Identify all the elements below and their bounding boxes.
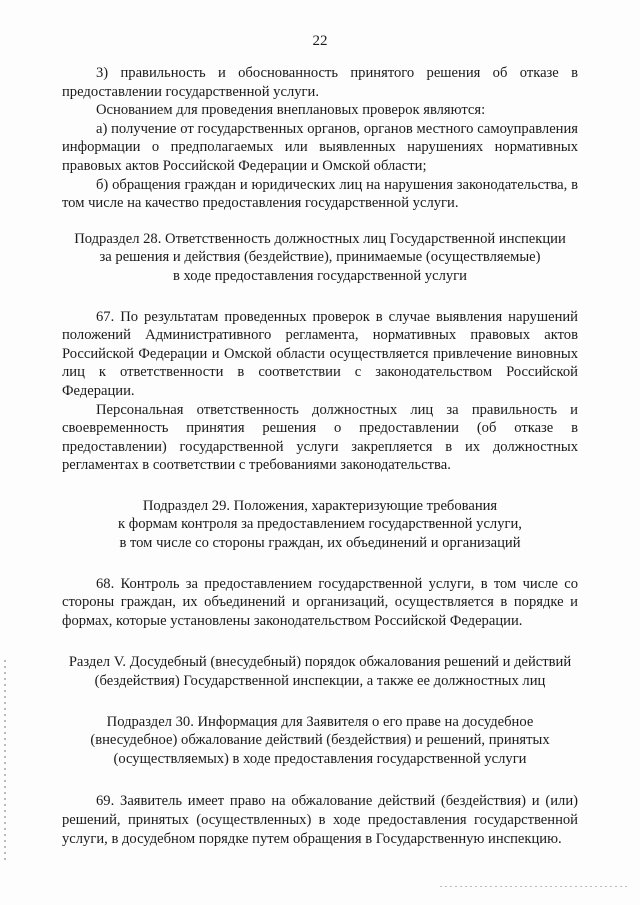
paragraph-item-3: 3) правильность и обоснованность принятого решения об отказе в предоставлении государственной услуги. [62, 65, 578, 100]
subsection-28-line: Подраздел 28. Ответственность должностных лиц Государственной инспекции [74, 230, 566, 247]
subsection-29-line: в том числе со стороны граждан, их объединений и организаций [119, 535, 521, 552]
paragraph-67-responsibility: Персональная ответственность должностных лиц за правильность и своевременность принятия решения о предоставлении (об отказе в предоставлении) государственной услуги закрепляется в их должностных регламентах в соответствии с требованиями законодательства. [62, 401, 578, 474]
scan-artifact-left [4, 660, 6, 860]
paragraph-item-b: б) обращения граждан и юридических лиц на нарушения законодательства, в том числе на качество предоставления государственной услуги. [62, 176, 578, 212]
subsection-30-line: Подраздел 30. Информация для Заявителя о его праве на досудебное [106, 713, 534, 730]
section-5-line: (бездействия) Государственной инспекции, а также ее должностных лиц [94, 673, 546, 690]
section-5-heading [62, 653, 578, 690]
paragraph-67: 67. По результатам проведенных проверок в случае выявления нарушений положений Административного регламента, нормативных правовых актов Российской Федерации и Омской области осуществляется привлечение виновных лиц к ответственности в соответствии с законодательством Российской Федерации. [62, 308, 578, 399]
section-5-line: Раздел V. Досудебный (внесудебный) порядок обжалования решений и действий [68, 654, 572, 671]
paragraph-item-a: а) получение от государственных органов, органов местного самоуправления информации о предполагаемых или выявленных нарушениях нормативных правовых актов Российской Федерации и Омской области; [62, 120, 578, 174]
subsection-28-line: за решения и действия (бездействие), принимаемые (осуществляемые) [99, 249, 541, 266]
subsection-28-line: в ходе предоставления государственной услуги [173, 267, 467, 284]
scan-artifact-bottom [440, 886, 630, 887]
subsection-29-heading [62, 497, 578, 553]
page-number: 22 [312, 33, 328, 49]
paragraph-grounds-intro: Основанием для проведения внеплановых проверок являются: [96, 102, 486, 119]
subsection-30-heading [62, 713, 578, 769]
subsection-29-line: Подраздел 29. Положения, характеризующие требования [142, 497, 498, 514]
document-body [62, 64, 578, 848]
subsection-30-line: (внесудебное) обжалование действий (бездействия) и решений, принятых [90, 732, 550, 749]
paragraph-69: 69. Заявитель имеет право на обжалование действий (бездействия) и (или) решений, принятых (осуществленных) в ходе предоставления государственной услуги, в досудебном порядке путем обращения в Государственную инспекцию. [62, 793, 578, 847]
paragraph-68: 68. Контроль за предоставлением государственной услуги, в том числе со стороны граждан, их объединений и организаций, осуществляется в порядке и формах, которые установлены законодательством Российской Федерации. [62, 575, 578, 629]
subsection-29-line: к формам контроля за предоставлением государственной услуги, [118, 516, 522, 533]
subsection-30-line: (осуществляемых) в ходе предоставления государственной услуги [113, 750, 527, 767]
subsection-28-heading [62, 230, 578, 286]
